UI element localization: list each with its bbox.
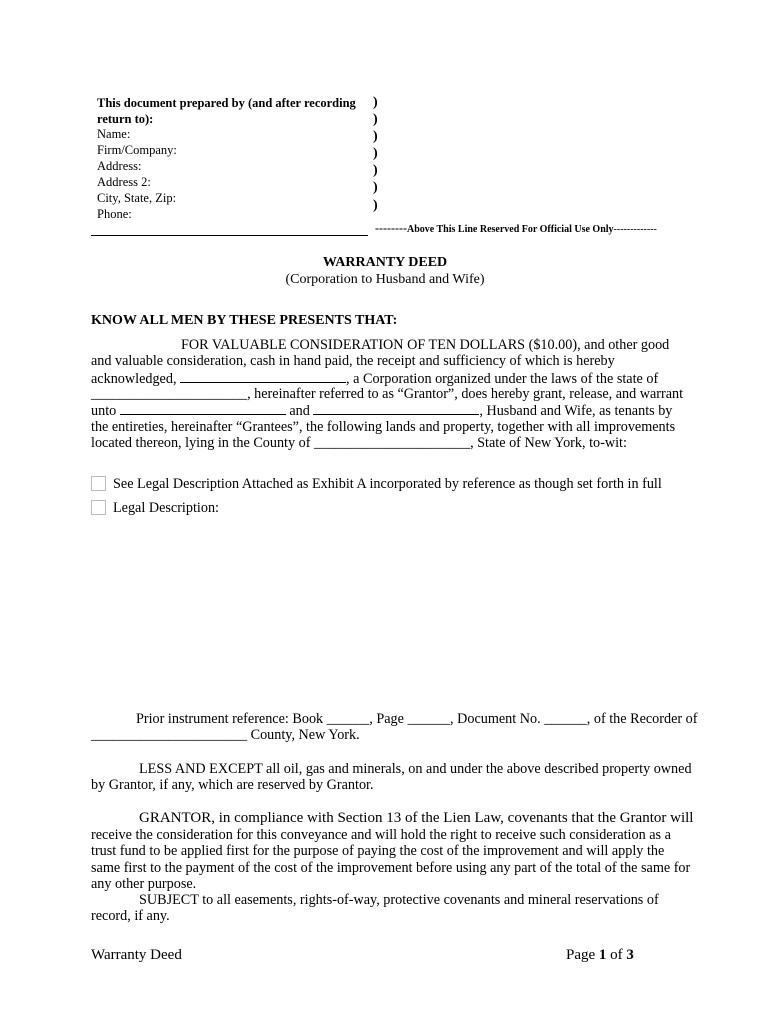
field-address2-label: Address 2: [97,175,151,189]
paren-mark: ) [373,146,378,161]
paren-mark: ) [373,180,378,195]
wife-name-blank[interactable] [313,402,479,415]
grantor-line: GRANTOR, in compliance with Section 13 of the Lien Law, covenants that the Grantor will [139,810,694,826]
paren-mark: ) [373,112,378,127]
grantor-line: trust fund to be applied first for the purpose of paying the cost of the improvement and will apply the [91,843,665,859]
consideration-line: FOR VALUABLE CONSIDERATION OF TEN DOLLARS ($10.00), and other good [181,337,670,353]
reserved-line: --------Above This Line Reserved For Official Use Only------------- [375,221,657,235]
less-except-line: by Grantor, if any, which are reserved by Grantor. [91,777,374,793]
consideration-line: unto and , Husband and Wife, as tenants by [91,403,673,419]
husband-name-blank[interactable] [120,402,286,415]
corporation-name-blank[interactable] [180,370,346,383]
field-city-label: City, State, Zip: [97,191,177,205]
less-except-line: LESS AND EXCEPT all oil, gas and minerals, on and under the above described property owned [139,761,692,777]
consideration-line: ______________________, hereinafter referred to as “Grantor”, does hereby grant, release, and warrant [91,386,684,402]
subject-line: SUBJECT to all easements, rights-of-way, protective covenants and mineral reservations of [139,892,659,908]
exhibit-checkbox[interactable] [91,476,106,491]
prior-instrument-line: Prior instrument reference: Book ______, Page ______, Document No. ______, of the Recorder of [136,711,698,727]
page-number: Page 1 of 3 [566,947,634,963]
know-all-heading: KNOW ALL MEN BY THESE PRESENTS THAT: [91,313,398,328]
prepared-by-heading: This document prepared by (and after recording [97,96,356,110]
field-address-label: Address: [97,159,142,173]
grantor-line: same first to the payment of the cost of the improvement before using any part of the total of the same for [91,860,691,876]
subject-line: record, if any. [91,908,170,924]
document-title: WARRANTY DEED [322,255,448,270]
prepared-by-heading-cont: return to): [97,112,154,126]
legal-description-label: Legal Description: [113,500,219,516]
exhibit-option-label: See Legal Description Attached as Exhibit A incorporated by reference as though set forth in full [113,476,662,492]
grantor-line: receive the consideration for this conveyance and will hold the right to receive such consideration as a [91,827,671,843]
consideration-line: the entireties, hereinafter “Grantees”, the following lands and property, together with all improvements [91,419,676,435]
field-phone-label: Phone: [97,207,132,221]
paren-mark: ) [373,95,378,110]
consideration-line: located thereon, lying in the County of ______________________, State of New York, to-wit: [91,435,627,451]
prepared-by-underline [91,235,368,236]
consideration-line: and valuable consideration, cash in hand paid, the receipt and sufficiency of which is hereby [91,353,615,369]
paren-mark: ) [373,163,378,178]
field-name-label: Name: [97,127,131,141]
document-subtitle: (Corporation to Husband and Wife) [285,272,485,287]
legal-description-checkbox[interactable] [91,500,106,515]
field-firm-label: Firm/Company: [97,143,177,157]
prior-instrument-line: ______________________ County, New York. [91,727,360,743]
grantor-line: any other purpose. [91,876,197,892]
footer-title: Warranty Deed [91,947,182,963]
paren-mark: ) [373,129,378,144]
paren-mark: ) [373,198,378,213]
consideration-line: acknowledged, , a Corporation organized under the laws of the state of [91,371,659,387]
